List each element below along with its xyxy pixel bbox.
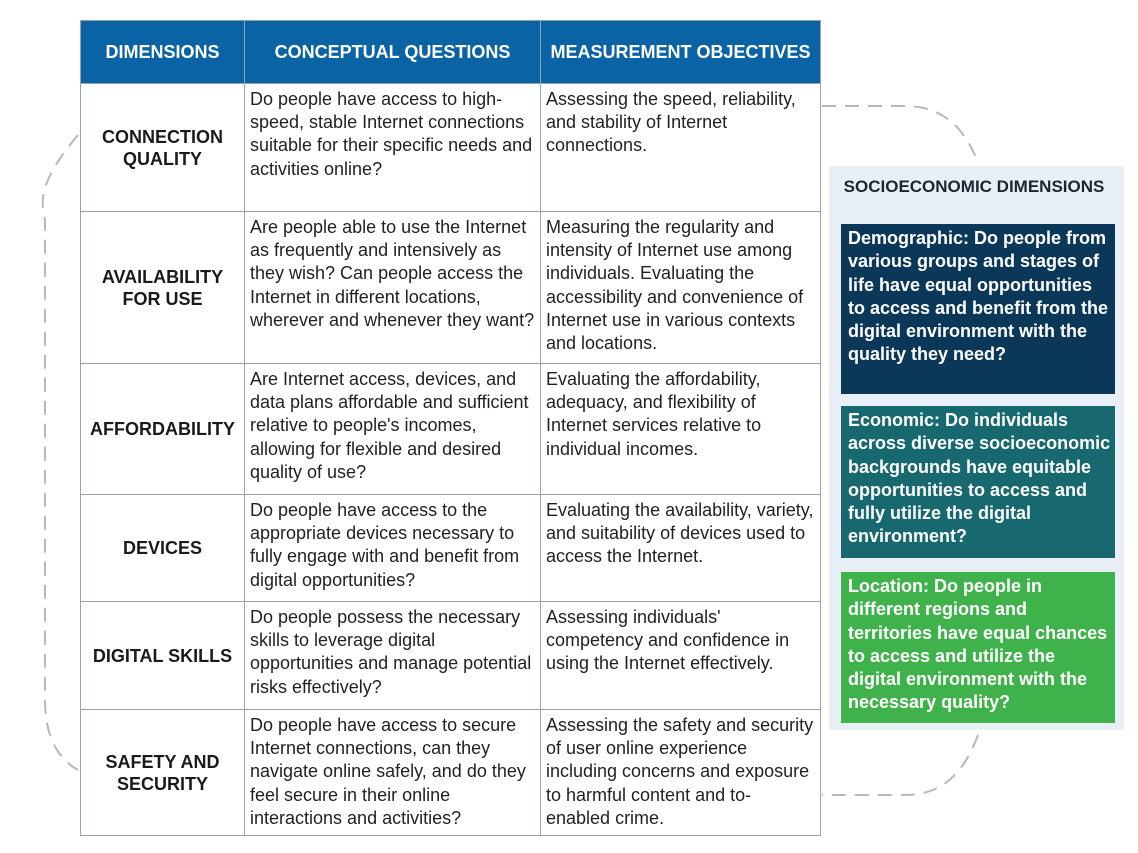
header-conceptual-questions: CONCEPTUAL QUESTIONS — [245, 21, 541, 84]
objective-cell: Assessing the speed, reliability, and stability of Internet connections. — [541, 84, 821, 212]
dimension-cell: DEVICES — [81, 495, 245, 602]
question-cell: Do people have access to secure Internet connections, can they navigate online safely, and do they feel secure in their online interactions and activities? — [245, 710, 541, 836]
demographic-box: Demographic: Do people from various groups and stages of life have equal opportunities to access and benefit from the digital environment with the quality they need? — [841, 224, 1115, 394]
question-cell: Are Internet access, devices, and data plans affordable and sufficient relative to people's incomes, allowing for flexible and desired quality of use? — [245, 364, 541, 495]
table-header-row — [81, 21, 821, 84]
location-box: Location: Do people in different regions and territories have equal chances to access and utilize the digital environment with the necessary quality? — [841, 572, 1115, 723]
table-row — [81, 212, 821, 364]
dimension-cell: SAFETY AND SECURITY — [81, 710, 245, 836]
dimensions-table — [80, 20, 821, 836]
question-cell: Do people possess the necessary skills to leverage digital opportunities and manage potential risks effectively? — [245, 602, 541, 710]
dimension-cell: CONNECTION QUALITY — [81, 84, 245, 212]
panel-title: SOCIOECONOMIC DIMENSIONS — [843, 177, 1105, 196]
objective-cell: Assessing the safety and security of user online experience including concerns and exposure to harmful content and to-enabled crime. — [541, 710, 821, 836]
table-row — [81, 364, 821, 495]
objective-cell: Assessing individuals' competency and confidence in using the Internet effectively. — [541, 602, 821, 710]
objective-cell: Evaluating the availability, variety, and suitability of devices used to access the Internet. — [541, 495, 821, 602]
economic-box: Economic: Do individuals across diverse socioeconomic backgrounds have equitable opportunities to access and fully utilize the digital environment? — [841, 406, 1115, 558]
table-row — [81, 710, 821, 836]
question-cell: Do people have access to high-speed, stable Internet connections suitable for their specific needs and activities online? — [245, 84, 541, 212]
objective-cell: Evaluating the affordability, adequacy, and flexibility of Internet services relative to individual incomes. — [541, 364, 821, 495]
table-row — [81, 602, 821, 710]
header-dimensions: DIMENSIONS — [81, 21, 245, 84]
dimension-cell: DIGITAL SKILLS — [81, 602, 245, 710]
dimension-cell: AFFORDABILITY — [81, 364, 245, 495]
question-cell: Do people have access to the appropriate devices necessary to fully engage with and benefit from digital opportunities? — [245, 495, 541, 602]
socioeconomic-dimensions-panel — [829, 166, 1124, 730]
objective-cell: Measuring the regularity and intensity of Internet use among individuals. Evaluating the accessibility and convenience of Internet use in various contexts and locations. — [541, 212, 821, 364]
table-row — [81, 84, 821, 212]
header-measurement-objectives: MEASUREMENT OBJECTIVES — [541, 21, 821, 84]
dimension-cell: AVAILABILITY FOR USE — [81, 212, 245, 364]
table-row — [81, 495, 821, 602]
question-cell: Are people able to use the Internet as frequently and intensively as they wish? Can people access the Internet in different locations, wherever and whenever they want? — [245, 212, 541, 364]
